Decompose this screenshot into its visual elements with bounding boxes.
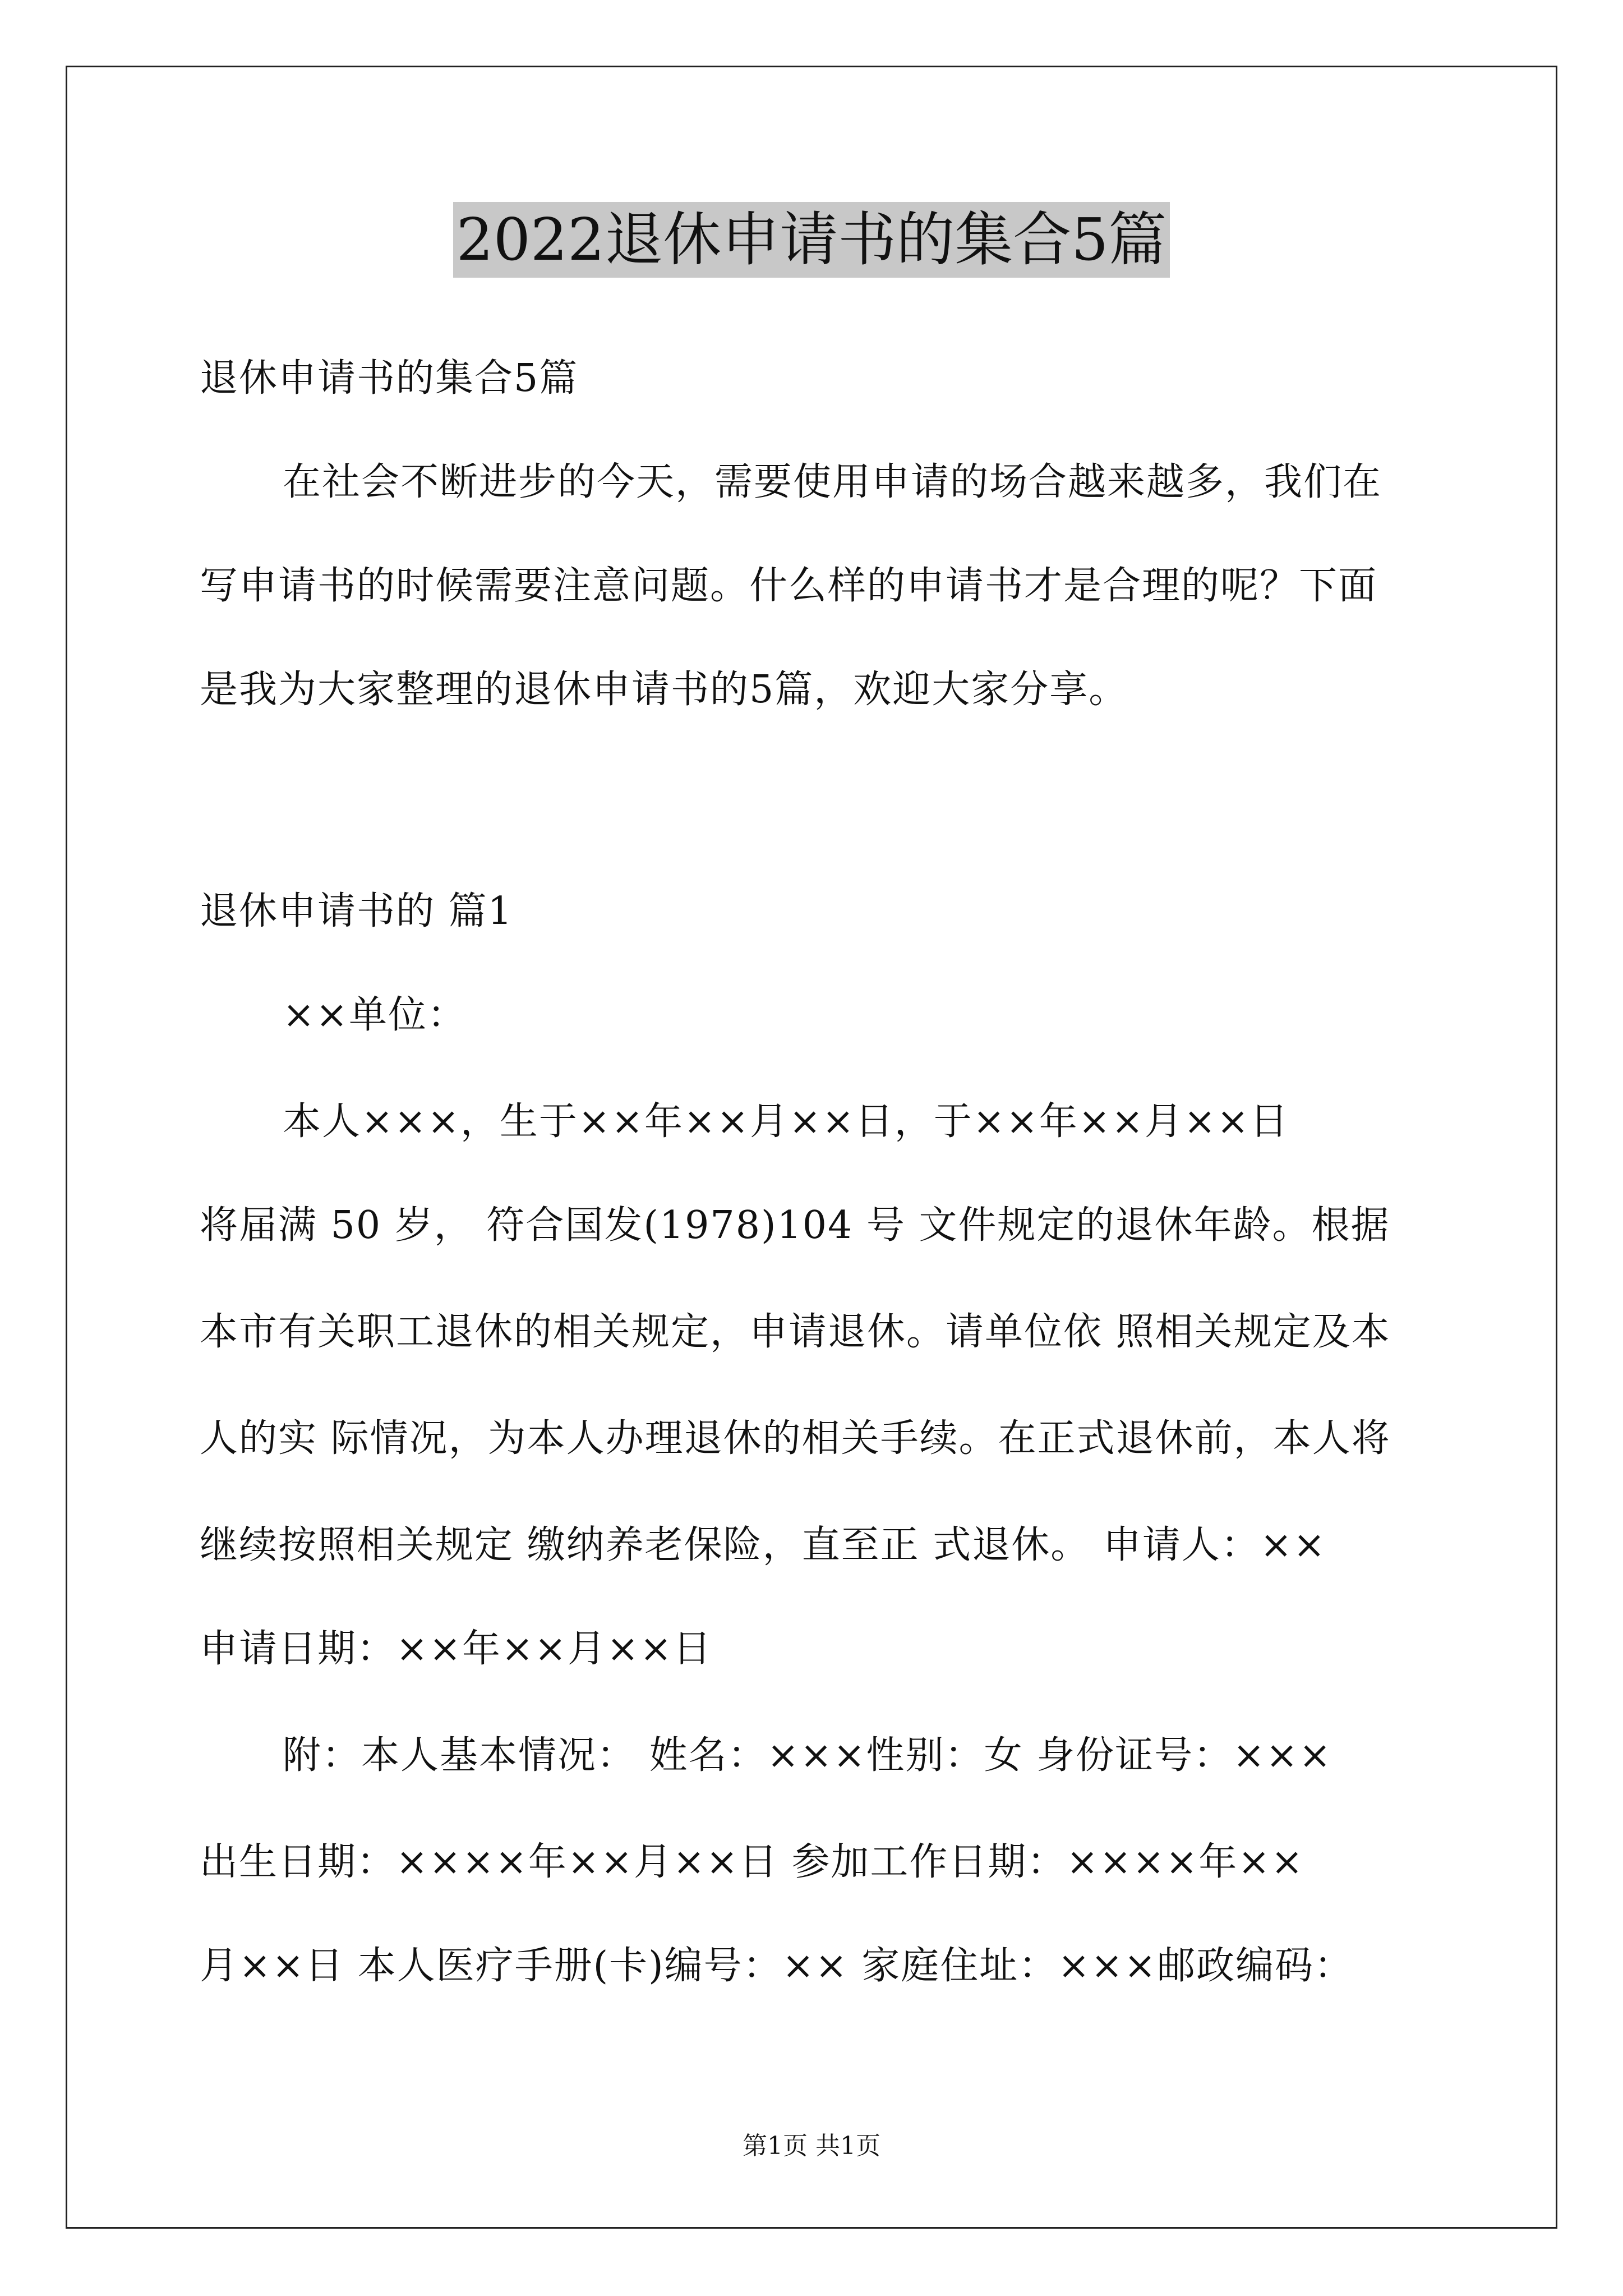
appendix-line-1: 附：本人基本情况： 姓名：×××性别：女 身份证号：××× [283, 1733, 1332, 1778]
document-title: 2022退休申请书的集合5篇 [453, 202, 1170, 278]
page-footer: 第1页 共1页 [743, 2132, 880, 2160]
application-date-line: 申请日期：××年××月××日 [200, 1627, 712, 1671]
body-line-1: 本人×××，生于××年××月××日，于××年××月××日 [283, 1099, 1289, 1144]
intro-line-1: 在社会不断进步的今天，需要使用申请的场合越来越多，我们在 [283, 460, 1382, 504]
body-line-2: 将届满 50 岁， 符合国发(1978)104 号 文件规定的退休年龄。根据 [200, 1203, 1390, 1248]
section-heading-1: 退休申请书的 篇1 [200, 889, 513, 933]
body-line-3: 本市有关职工退休的相关规定，申请退休。请单位依 照相关规定及本 [200, 1310, 1391, 1354]
appendix-line-3: 月××日 本人医疗手册(卡)编号：×× 家庭住址：×××邮政编码： [200, 1944, 1354, 1988]
subtitle-line: 退休申请书的集合5篇 [200, 356, 579, 401]
appendix-line-2: 出生日期：××××年××月××日 参加工作日期：××××年×× [200, 1840, 1304, 1884]
intro-line-2: 写申请书的时候需要注意问题。什么样的申请书才是合理的呢？下面 [200, 564, 1378, 608]
body-line-4: 人的实 际情况，为本人办理退休的相关手续。在正式退休前，本人将 [200, 1416, 1391, 1461]
addressee-line: ××单位： [283, 993, 467, 1037]
title-container [0, 202, 1623, 278]
intro-line-3: 是我为大家整理的退休申请书的5篇，欢迎大家分享。 [200, 668, 1128, 712]
body-line-5: 继续按照相关规定 缴纳养老保险，直至正 式退休。 申请人：×× [200, 1523, 1326, 1567]
